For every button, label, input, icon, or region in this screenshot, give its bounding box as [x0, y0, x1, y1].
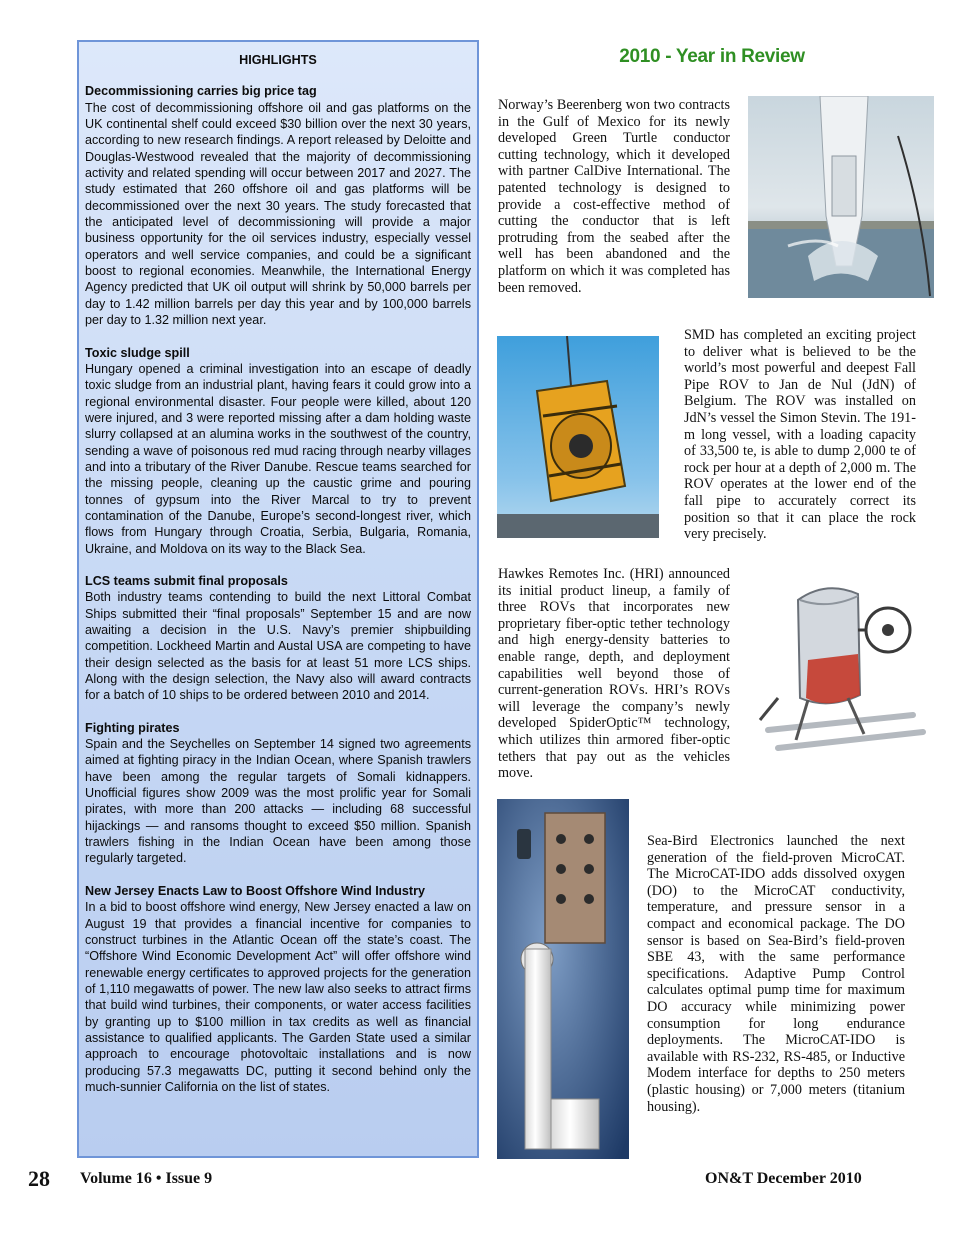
volume-issue: Volume 16 • Issue 9 — [80, 1170, 213, 1187]
highlights-sidebar — [77, 40, 479, 1158]
highlight-offshore-wind — [85, 883, 471, 1095]
highlight-toxic-sludge — [85, 345, 471, 557]
highlight-heading: Decommissioning carries big price tag — [85, 84, 317, 99]
highlight-heading: Fighting pirates — [85, 720, 180, 735]
article-smd: SMD has completed an exciting project to deliver what is believed to be the world’s most powerful and deepest Fall Pipe ROV to Jan de Nul (JdN) of Belgium. The ROV was installed on JdN’s vessel the Simon Stevin. The 191-m long vessel, with a loading capacity of 33,500 te, is able to dump 2,000 te of rock per hour at a depth of 2,000 m. The ROV operates at the lower end of the fall pipe to accurately correct its position so that it can place the rock very precisely. — [684, 327, 916, 543]
highlight-decommissioning — [85, 83, 471, 328]
page-number: 28 — [28, 1166, 50, 1191]
highlight-body: Spain and the Seychelles on September 14 signed two agreements aimed at fighting piracy in the Indian Ocean, where Spanish trawlers have been among the regular targets of Somali kidnappers. Unofficial figures show 2009 was the most prolific year for Somali pirates, with more than 200 attacks — including 68 successful hijackings — and ransoms thought to exceed $50 million. Spanish trawlers fishing in the Indian Ocean have been among those regularly targeted. — [85, 737, 471, 866]
highlight-pirates — [85, 720, 471, 867]
microcat-ido-photo — [497, 799, 629, 1159]
article-beerenberg: Norway’s Beerenberg won two contracts in the Gulf of Mexico for its newly developed Green Turtle conductor cutting technology, which it developed with partner CalDive International. The patented technology is designed to provide a cost-effective method of cutting the conductor that is left protruding from the seabed after the well has been abandoned and the platform on which it was completed has been removed. — [498, 97, 730, 296]
highlight-body: The cost of decommissioning offshore oil and gas platforms on the UK continental shelf could exceed $30 billion over the next 30 years, according to new research findings. A report released by Deloitte and Douglas-Westwood revealed that the majority of decommissioning activity and related spending will occur between 2017 and 2027. The study estimated that 260 offshore oil and gas platforms will be decommissioned over the next 30 years. The study forecasted that the anticipated level of decommissioning will provide a major business opportunity for the oil services industry, especially vessel operators and well service companies, and could be a significant boost to regional economies. Meanwhile, the International Energy Agency predicted that UK oil output will shrink by 50,000 barrels per day to 1.42 million barrels per day this year and by 100,000 barrels per day to 1.32 million next year. — [85, 100, 471, 328]
highlight-heading: LCS teams submit final proposals — [85, 573, 288, 588]
highlight-heading: Toxic sludge spill — [85, 345, 190, 360]
highlights-title: HIGHLIGHTS — [239, 53, 317, 67]
article-sea-bird: Sea-Bird Electronics launched the next generation of the field-proven MicroCAT. The MicroCAT-IDO adds dissolved oxygen (DO) to the MicroCAT conductivity, temperature, and pressure sensor in a compact and economical package. The DO sensor is based on Sea-Bird’s field-proven SBE 43, with the same performance specifications. Adaptive Pump Control calculates optimal pump time for maximum DO accuracy while minimizing power consumption for long endurance deployments. The MicroCAT-IDO is available with RS-232, RS-485, or Inductive Modem interface for depths to 250 meters (plastic housing) or 7,000 meters (titanium housing). — [647, 833, 905, 1115]
highlight-heading: New Jersey Enacts Law to Boost Offshore Wind Industry — [85, 883, 425, 898]
highlight-lcs — [85, 573, 471, 704]
highlight-body: Both industry teams contending to build the next Littoral Combat Ships submitted their “final proposals” September 15 and are now awaiting a decision in the U.S. Navy’s premier shipbuilding competition. Lockheed Martin and Austal USA are competing to have their design selected as the basis for at least 51 more LCS ships. Along with the design selection, the Navy also will award contracts for a batch of 10 ships to be ordered between 2010 and 2014. — [85, 590, 471, 703]
publication-date: ON&T December 2010 — [705, 1170, 862, 1187]
conductor-cutting-tool-photo — [748, 96, 934, 298]
section-title: 2010 - Year in Review — [619, 46, 805, 67]
highlight-body: In a bid to boost offshore wind energy, New Jersey enacted a law on August 19 that provides a financial incentive for companies to construct turbines in the Atlantic Ocean off the state’s coast. The “Offshore Wind Economic Development Act” will offer offshore wind renewable energy certificates to approved projects for the generation of 1,110 megawatts of power. The new law also seeks to attract firms that build wind turbines, their components, or water access facilities by granting up to $100 million in tax credits as well as financial assistance to qualified applicants. The Garden State used a similar approach to encourage photovoltaic installations and is now producing 57.3 megawatts DC, putting it second behind only the much-sunnier California on the list of states. — [85, 900, 471, 1094]
fall-pipe-rov-photo — [497, 336, 659, 538]
hri-rov-photo — [748, 570, 934, 770]
highlight-body: Hungary opened a criminal investigation into an escape of deadly toxic sludge from an industrial plant, having fears it could grow into a regional environmental disaster. Four people were killed, about 120 were injured, and 3 were reported missing after a dam holding waste slurry collapsed at an alumina works in the southwest of the country, sending a wave of poisonous red mud racing through nearby villages and into a tributary of the River Danube. Rescue teams searched for the missing people, cleaning up the caustic grime and pouring tonnes of gypsum into the River Marcal to try to prevent contamination of the Danube, Europe’s second-longest river, which flows from Hungary through Croatia, Serbia, Bulgaria, Romania, Ukraine, and Moldova on its way to the Black Sea. — [85, 361, 471, 556]
article-hawkes-remotes: Hawkes Remotes Inc. (HRI) announced its initial product lineup, a family of three ROVs that incorporates new proprietary fiber-optic tether technology and high energy-density batteries to enable range, depth, and deployment capabilities well beyond those of current-generation ROVs. HRI’s ROVs will leverage the company’s newly developed SpiderOptic™ technology, which utilizes thin armored fiber-optic tethers that pay out as the vehicles move. — [498, 566, 730, 782]
